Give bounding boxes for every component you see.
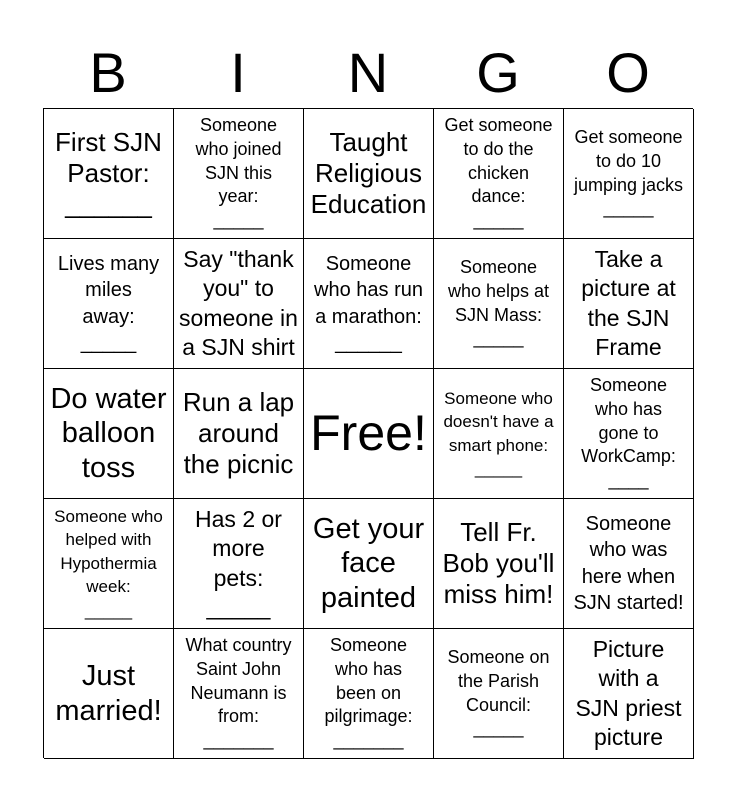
bingo-cell-g1[interactable] [434, 109, 564, 239]
cell-text: Taught Religious Education [310, 126, 427, 220]
cell-text: Someone who was here when SJN started! [573, 512, 684, 614]
cell-text: Someone on the Parish Council: _____ [447, 646, 550, 739]
cell-text: Someone who has been on pilgrimage: _______ [324, 634, 413, 751]
header-letter-n: N [347, 41, 389, 104]
cell-text: Run a lap around the picnic [182, 386, 295, 480]
cell-text: Someone who helps at SJN Mass: _____ [447, 256, 550, 349]
bingo-cell-o2[interactable] [564, 239, 694, 369]
bingo-cell-n2[interactable] [304, 239, 434, 369]
bingo-cell-n1[interactable] [304, 109, 434, 239]
cell-text: Picture with a SJN priest picture [575, 635, 682, 750]
cell-text: Say "thank you" to someone in a SJN shirt [179, 245, 298, 360]
bingo-cell-b5[interactable] [44, 629, 174, 759]
bingo-cell-o4[interactable] [564, 499, 694, 629]
cell-text: Get your face painted [312, 513, 425, 614]
cell-text: Has 2 or more pets: _____ [195, 505, 282, 620]
bingo-board [43, 108, 693, 758]
bingo-cell-b1[interactable] [44, 109, 174, 239]
bingo-cell-b4[interactable] [44, 499, 174, 629]
bingo-cell-i2[interactable] [174, 239, 304, 369]
bingo-cell-o3[interactable] [564, 369, 694, 499]
cell-text: Get someone to do 10 jumping jacks _____ [573, 126, 684, 219]
bingo-cell-i5[interactable] [174, 629, 304, 759]
bingo-cell-o5[interactable] [564, 629, 694, 759]
header-letter-g: G [476, 41, 520, 104]
cell-text: Free! [310, 405, 427, 461]
bingo-cell-g3[interactable] [434, 369, 564, 499]
bingo-cell-g5[interactable] [434, 629, 564, 759]
cell-text: Take a picture at the SJN Frame [581, 245, 676, 360]
cell-text: Someone who has gone to WorkCamp: ____ [581, 374, 676, 491]
bingo-header [43, 38, 693, 108]
header-letter-i: I [230, 41, 246, 104]
cell-text: Just married! [55, 660, 162, 727]
cell-text: Lives many miles away: _____ [57, 252, 160, 354]
cell-text: What country Saint John Neumann is from: _______ [185, 634, 292, 751]
cell-text: Someone who helped with Hypothermia week: _____ [54, 506, 163, 620]
bingo-cell-b3[interactable] [44, 369, 174, 499]
bingo-cell-g4[interactable] [434, 499, 564, 629]
cell-text: Someone who has run a marathon: ______ [314, 252, 423, 354]
cell-text: First SJN Pastor: ______ [55, 126, 162, 220]
header-letter-o: O [606, 41, 650, 104]
bingo-cell-b2[interactable] [44, 239, 174, 369]
bingo-cell-i3[interactable] [174, 369, 304, 499]
cell-text: Someone who doesn't have a smart phone: _____ [443, 388, 554, 478]
bingo-cell-n4[interactable] [304, 499, 434, 629]
cell-text: Tell Fr. Bob you'll miss him! [442, 516, 555, 610]
bingo-cell-free[interactable] [304, 369, 434, 499]
bingo-cell-n5[interactable] [304, 629, 434, 759]
cell-text: Get someone to do the chicken dance: _____ [444, 114, 553, 231]
cell-text: Someone who joined SJN this year: _____ [195, 114, 282, 231]
header-letter-b: B [89, 41, 127, 104]
bingo-cell-i4[interactable] [174, 499, 304, 629]
bingo-cell-o1[interactable] [564, 109, 694, 239]
cell-text: Do water balloon toss [50, 383, 167, 484]
bingo-cell-g2[interactable] [434, 239, 564, 369]
bingo-cell-i1[interactable] [174, 109, 304, 239]
